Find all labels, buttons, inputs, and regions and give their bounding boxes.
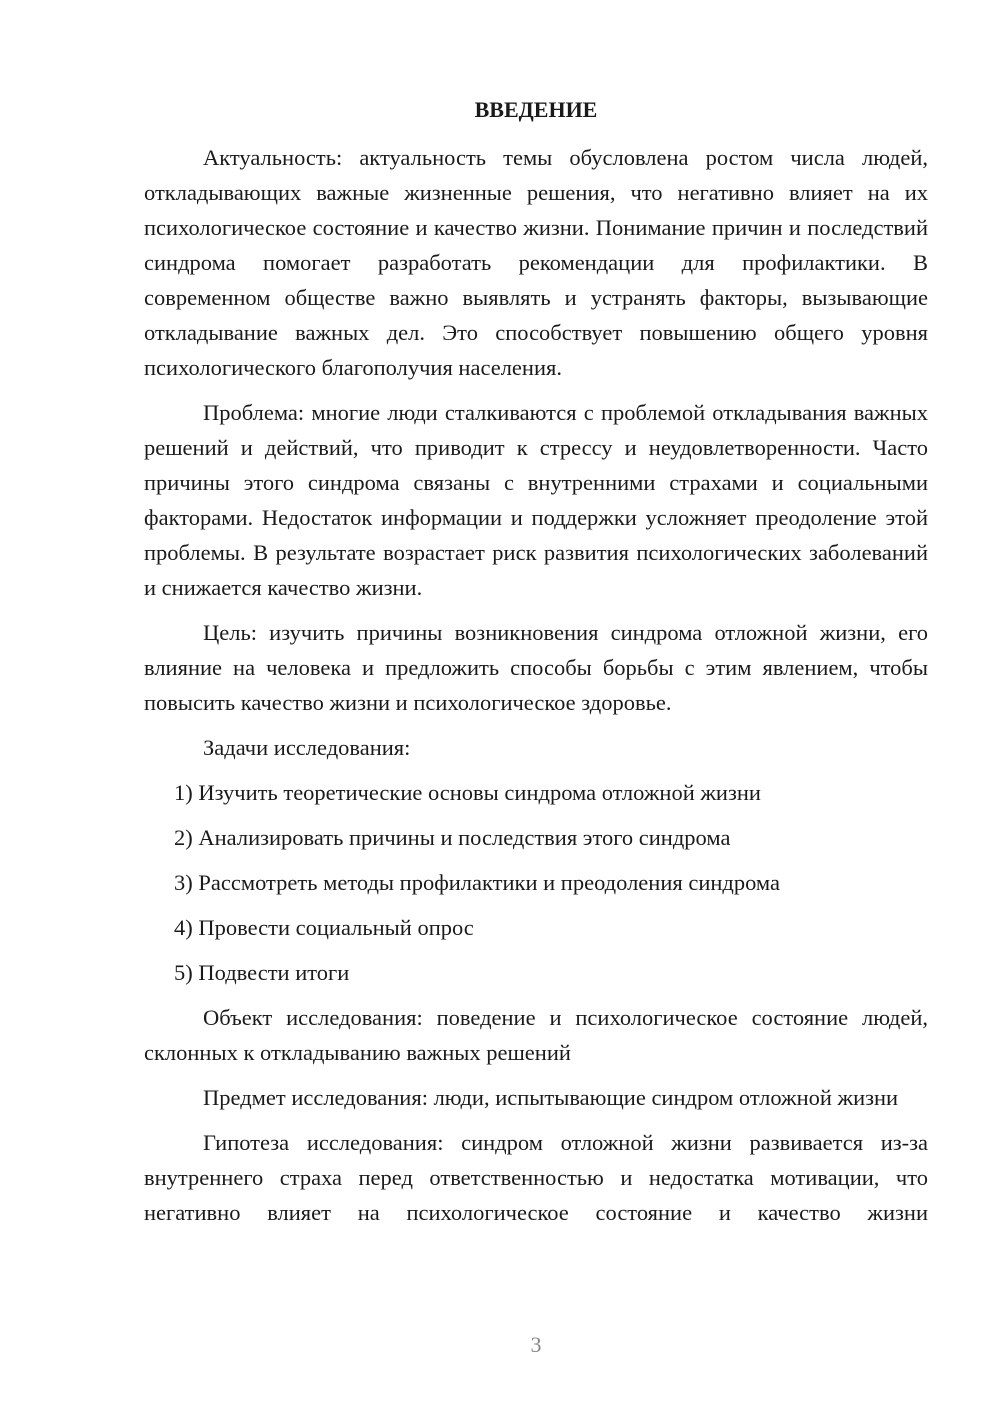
task-item: 3) Рассмотреть методы профилактики и преодоления синдрома xyxy=(174,870,781,895)
paragraph-hypothesis: Гипотеза исследования: синдром отложной жизни развивается из-за внутреннего страха перед ответственностью и недостатка мотивации, что негативно влияет на психологическое состояние и качество жизни xyxy=(144,1130,928,1225)
document-page xyxy=(144,92,928,1240)
paragraph-subject: Предмет исследования: люди, испытывающие синдром отложной жизни xyxy=(203,1085,899,1110)
section-heading: ВВЕДЕНИЕ xyxy=(474,97,598,122)
tasks-title: Задачи исследования: xyxy=(203,735,411,760)
task-item: 2) Анализировать причины и последствия этого синдрома xyxy=(174,825,731,850)
paragraph-object: Объект исследования: поведение и психологическое состояние людей, склонных к откладыванию важных решений xyxy=(144,1005,928,1065)
paragraph-relevance: Актуальность: актуальность темы обусловлена ростом числа людей, откладывающих важные жизненные решения, что негативно влияет на их психологическое состояние и качество жизни. Понимание причин и последствий синдрома помогает разработать рекомендации для профилактики. В современном обществе важно выявлять и устранять факторы, вызывающие откладывание важных дел. Это способствует повышению общего уровня психологического благополучия населения. xyxy=(144,145,928,380)
task-item: 5) Подвести итоги xyxy=(174,960,350,985)
paragraph-problem: Проблема: многие люди сталкиваются с проблемой откладывания важных решений и действий, что приводит к стрессу и неудовлетворенности. Часто причины этого синдрома связаны с внутренними страхами и социальными факторами. Недостаток информации и поддержки усложняет преодоление этой проблемы. В результате возрастает риск развития психологических заболеваний и снижается качество жизни. xyxy=(144,400,928,600)
task-item: 4) Провести социальный опрос xyxy=(174,915,474,940)
task-item: 1) Изучить теоретические основы синдрома отложной жизни xyxy=(174,780,761,805)
paragraph-goal: Цель: изучить причины возникновения синдрома отложной жизни, его влияние на человека и предложить способы борьбы с этим явлением, чтобы повысить качество жизни и психологическое здоровье. xyxy=(144,620,928,715)
page-number: 3 xyxy=(530,1332,542,1357)
